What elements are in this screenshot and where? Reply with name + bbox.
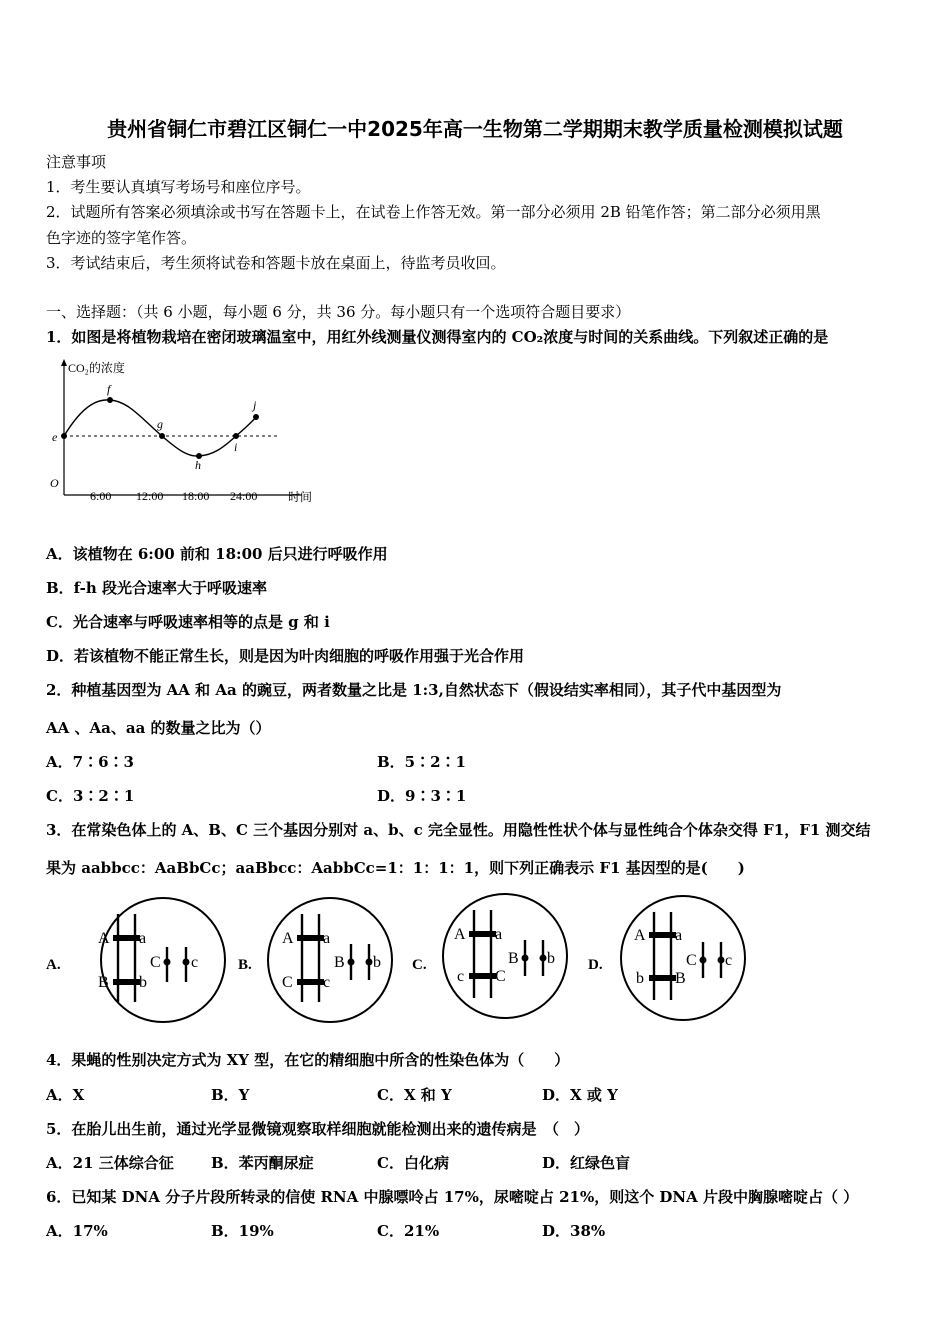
svg-text:a: a	[675, 927, 683, 944]
svg-text:B: B	[675, 970, 686, 987]
question-4-stem: 4．果蝇的性别决定方式为 XY 型，在它的精细胞中所含的性染色体为（ ）	[46, 1051, 570, 1069]
question-4-option-d: D．X 或 Y	[542, 1086, 618, 1104]
x-tick-label: 12:00	[136, 489, 164, 503]
svg-text:b: b	[547, 950, 555, 967]
svg-text:A: A	[98, 930, 110, 947]
point-label-i: i	[234, 440, 238, 454]
svg-text:A: A	[634, 927, 646, 944]
question-4-option-b: B．Y	[211, 1086, 250, 1104]
svg-text:b: b	[373, 954, 381, 971]
svg-text:C: C	[150, 954, 161, 971]
question-2-option-a: A．7∶6∶3	[46, 753, 134, 771]
origin-label: O	[50, 476, 59, 490]
question-3-cell-diagrams	[40, 892, 760, 1027]
y-axis-label: CO₂的浓度	[68, 361, 125, 375]
co2-curve-graph	[44, 355, 334, 510]
cell-option-a	[46, 898, 225, 1022]
svg-text:C: C	[495, 968, 506, 985]
x-tick-label: 24:00	[230, 489, 258, 503]
svg-text:a: a	[495, 926, 503, 943]
question-5-option-d: D．红绿色盲	[542, 1154, 631, 1172]
svg-text:A: A	[454, 926, 466, 943]
notice-item: 1．考生要认真填写考场号和座位序号。	[46, 178, 311, 196]
option-label: B.	[238, 957, 252, 973]
cell-option-d	[588, 896, 745, 1020]
svg-text:B: B	[334, 954, 345, 971]
question-6-stem: 6．已知某 DNA 分子片段所转录的信使 RNA 中腺嘌呤占 17%，尿嘧啶占 21%，则这个 DNA 片段中胸腺嘧啶占（ ）	[46, 1188, 859, 1206]
question-5-option-b: B．苯丙酮尿症	[211, 1154, 314, 1172]
question-3-stem-cont: 果为 aabbcc：AaBbCc；aaBbcc：AabbCc=1：1：1：1，则下列正确表示 F1 基因型的是( )	[46, 859, 745, 877]
question-5-option-c: C．白化病	[377, 1154, 449, 1172]
svg-text:B: B	[98, 974, 109, 991]
question-2-option-d: D．9∶3∶1	[377, 787, 467, 805]
question-3-stem: 3．在常染色体上的 A、B、C 三个基因分别对 a、b、c 完全显性。用隐性性状个体与显性纯合个体杂交得 F1，F1 测交结	[46, 821, 871, 839]
question-6-option-d: D．38%	[542, 1222, 606, 1240]
option-label: D.	[588, 957, 603, 973]
cell-option-b	[238, 898, 392, 1022]
svg-text:b: b	[139, 974, 147, 991]
x-tick-label: 18:00	[182, 489, 210, 503]
svg-text:c: c	[323, 974, 331, 991]
question-1-stem: 1．如图是将植物栽培在密闭玻璃温室中，用红外线测量仪测得室内的 CO₂浓度与时间的关系曲线。下列叙述正确的是	[46, 328, 829, 346]
svg-text:A: A	[282, 930, 294, 947]
question-1-option-c: C．光合速率与呼吸速率相等的点是 g 和 i	[46, 613, 330, 631]
question-1-option-b: B．f-h 段光合速率大于呼吸速率	[46, 579, 267, 597]
notice-item: 3．考试结束后，考生须将试卷和答题卡放在桌面上，待监考员收回。	[46, 254, 506, 272]
x-tick-label: 6:00	[90, 489, 112, 503]
question-4-option-a: A．X	[46, 1086, 85, 1104]
question-1-option-d: D．若该植物不能正常生长，则是因为叶肉细胞的呼吸作用强于光合作用	[46, 647, 525, 665]
question-2-option-c: C．3∶2∶1	[46, 787, 135, 805]
question-6-option-b: B．19%	[211, 1222, 274, 1240]
question-1-option-a: A．该植物在 6:00 前和 18:00 后只进行呼吸作用	[46, 545, 388, 563]
question-2-stem-cont: AA 、Aa、aa 的数量之比为（）	[46, 719, 271, 737]
svg-text:c: c	[725, 952, 733, 969]
point-label-h: h	[195, 458, 201, 472]
notice-heading: 注意事项	[46, 153, 107, 171]
question-2-stem: 2．种植基因型为 AA 和 Aa 的豌豆，两者数量之比是 1:3,自然状态下（假设结实率相同），其子代中基因型为	[46, 681, 782, 699]
question-4-option-c: C．X 和 Y	[377, 1086, 452, 1104]
svg-text:a: a	[323, 930, 331, 947]
cell-option-c	[412, 894, 567, 1018]
point-label-f: f	[107, 382, 111, 396]
svg-text:C: C	[282, 974, 293, 991]
notice-item: 2．试题所有答案必须填涂或书写在答题卡上，在试卷上作答无效。第一部分必须用 2B 铅笔作答；第二部分必须用黑	[46, 203, 821, 221]
section-heading: 一、选择题：（共 6 小题，每小题 6 分，共 36 分。每小题只有一个选项符合题目要求）	[46, 303, 631, 321]
svg-text:c: c	[191, 954, 199, 971]
svg-text:c: c	[457, 968, 465, 985]
svg-text:b: b	[636, 970, 644, 987]
question-6-option-a: A．17%	[46, 1222, 108, 1240]
notice-item: 色字迹的签字笔作答。	[46, 229, 197, 247]
question-2-option-b: B．5∶2∶1	[377, 753, 466, 771]
question-5-option-a: A．21 三体综合征	[46, 1154, 174, 1172]
option-label: C.	[412, 957, 427, 973]
svg-text:B: B	[508, 950, 519, 967]
svg-text:C: C	[686, 952, 697, 969]
point-label-g: g	[157, 417, 163, 431]
point-label-e: e	[52, 430, 58, 444]
x-axis-label: 时间	[288, 490, 313, 504]
question-5-stem: 5．在胎儿出生前，通过光学显微镜观察取样细胞就能检测出来的遗传病是 （ ）	[46, 1120, 589, 1138]
page-title: 贵州省铜仁市碧江区铜仁一中2025年高一生物第二学期期末教学质量检测模拟试题	[107, 117, 843, 141]
point-label-j: j	[253, 398, 257, 412]
option-label: A.	[46, 957, 61, 973]
question-6-option-c: C．21%	[377, 1222, 440, 1240]
svg-text:a: a	[139, 930, 147, 947]
